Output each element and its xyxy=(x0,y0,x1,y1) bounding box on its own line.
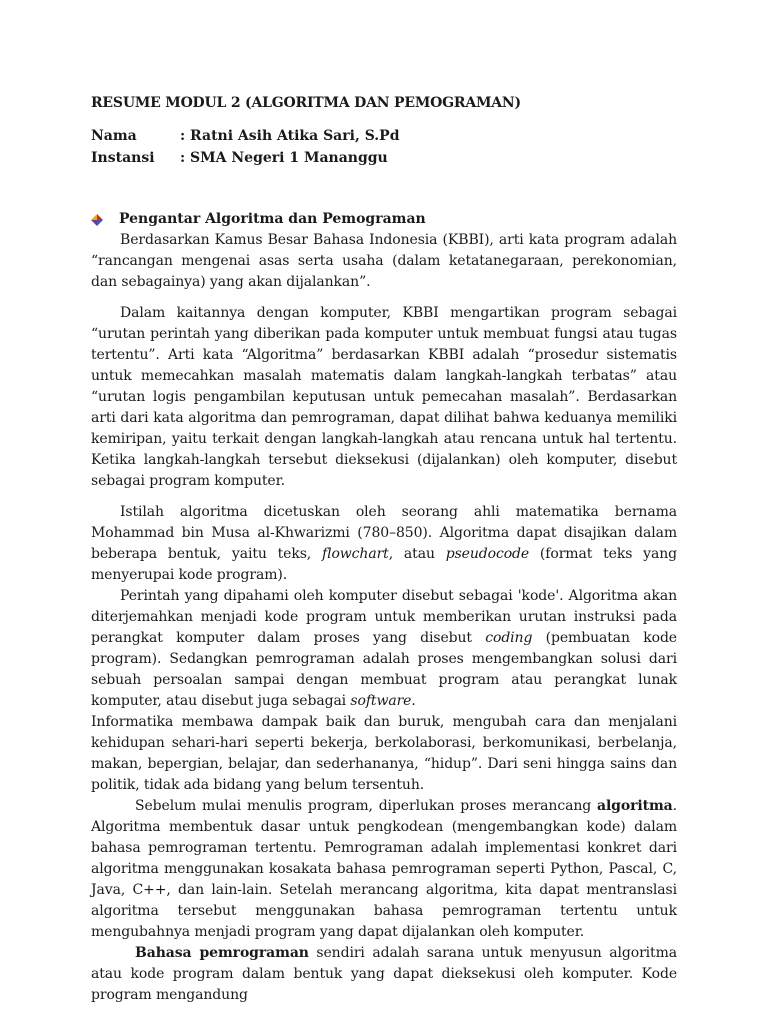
meta-key: Nama xyxy=(91,128,137,144)
paragraph-4-text-a: Perintah yang dipahami oleh komputer disebut sebagai 'kode'. Algoritma akan diterjemahkan menjadi kode program untuk memberikan urutan instruksi pada perangkat komputer dalam proses yang disebut xyxy=(91,588,677,646)
meta-key: Instansi xyxy=(91,150,155,166)
meta-value: : Ratni Asih Atika Sari, S.Pd xyxy=(180,128,400,144)
term-flowchart: flowchart xyxy=(322,546,389,562)
document-body xyxy=(91,93,677,1006)
meta-block xyxy=(91,125,677,169)
meta-row-nama xyxy=(91,125,677,147)
paragraph-5: Informatika membawa dampak baik dan buruk, mengubah cara dan menjalani kehidupan sehari-hari seperti bekerja, berkolaborasi, berkomunikasi, berbelanja, makan, bepergian, belajar, dan sederhananya, “hidup”. Dari seni hingga sains dan politik, tidak ada bidang yang belum tersentuh. xyxy=(91,714,677,793)
paragraph-2: Dalam kaitannya dengan komputer, KBBI mengartikan program sebagai “urutan perintah yang diberikan pada komputer untuk membuat fungsi atau tugas tertentu”. Arti kata “Algoritma” berdasarkan KBBI adalah “prosedur sistematis untuk memecahkan masalah matematis dalam langkah-langkah terbatas” atau “urutan logis pengambilan keputusan untuk pemecahan masalah”. Berdasarkan arti dari kata algoritma dan pemrograman, dapat dilihat bahwa keduanya memiliki kemiripan, yaitu terkait dengan langkah-langkah atau rencana untuk hal tertentu. Ketika langkah-langkah tersebut dieksekusi (dijalankan) oleh komputer, disebut sebagai program komputer. xyxy=(91,305,677,489)
paragraph-4 xyxy=(91,586,677,712)
term-software: software xyxy=(350,693,412,709)
section-heading-text: Pengantar Algoritma dan Pemograman xyxy=(119,211,426,227)
paragraph-7-text-a: sendiri adalah sarana untuk menyusun algoritma atau kode program dalam bentuk yang dapat dieksekusi oleh komputer. Kode program mengandung xyxy=(91,945,677,1003)
term-bahasa-pemrograman: Bahasa pemrograman xyxy=(135,945,309,961)
paragraph-7 xyxy=(91,943,677,1006)
paragraph-4-text-b: (pembuatan kode program). Sedangkan pemrograman adalah proses mengembangkan solusi dari sebuah persoalan sampai dengan membuat program atau perangkat lunak komputer, atau disebut juga sebagai xyxy=(91,630,677,709)
paragraph-6-text-a: Sebelum mulai menulis program, diperlukan proses merancang xyxy=(135,798,597,814)
term-pseudocode: pseudocode xyxy=(445,546,530,562)
term-algoritma: algoritma xyxy=(596,798,673,814)
paragraph-4-text-c: . xyxy=(411,693,416,709)
diamond-bullet-icon xyxy=(91,214,103,226)
meta-value: : SMA Negeri 1 Mananggu xyxy=(180,150,388,166)
paragraph-3-text-b: , atau xyxy=(388,546,446,562)
paragraph-3 xyxy=(91,502,677,586)
paragraph-3-text-c: (format teks yang menyerupai kode program). xyxy=(91,546,677,583)
meta-row-instansi xyxy=(91,147,677,169)
section-heading xyxy=(91,209,677,230)
paragraph-1: Berdasarkan Kamus Besar Bahasa Indonesia (KBBI), arti kata program adalah “rancangan mengenai asas serta usaha (dalam ketatanegaraan, perekonomian, dan sebagainya) yang akan dijalankan”. xyxy=(91,232,677,290)
document-title: RESUME MODUL 2 (ALGORITMA DAN PEMOGRAMAN) xyxy=(91,95,521,111)
term-coding: coding xyxy=(485,630,533,646)
paragraph-6-text-b: . Algoritma membentuk dasar untuk pengkodean (mengembangkan kode) dalam bahasa pemrograman tertentu. Pemrograman adalah implementasi konkret dari algoritma menggunakan kosakata bahasa pemrograman seperti Python, Pascal, C, Java, C++, dan lain-lain. Setelah merancang algoritma, kita dapat mentranslasi algoritma tersebut menggunakan bahasa pemrograman tertentu untuk mengubahnya menjadi program yang dapat dijalankan oleh komputer. xyxy=(91,798,677,940)
paragraph-3-text-a: Istilah algoritma dicetuskan oleh seorang ahli matematika bernama Mohammad bin Musa al-Khwarizmi (780–850). Algoritma dapat disajikan dalam beberapa bentuk, yaitu teks, xyxy=(91,504,677,562)
paragraph-6 xyxy=(91,796,677,943)
